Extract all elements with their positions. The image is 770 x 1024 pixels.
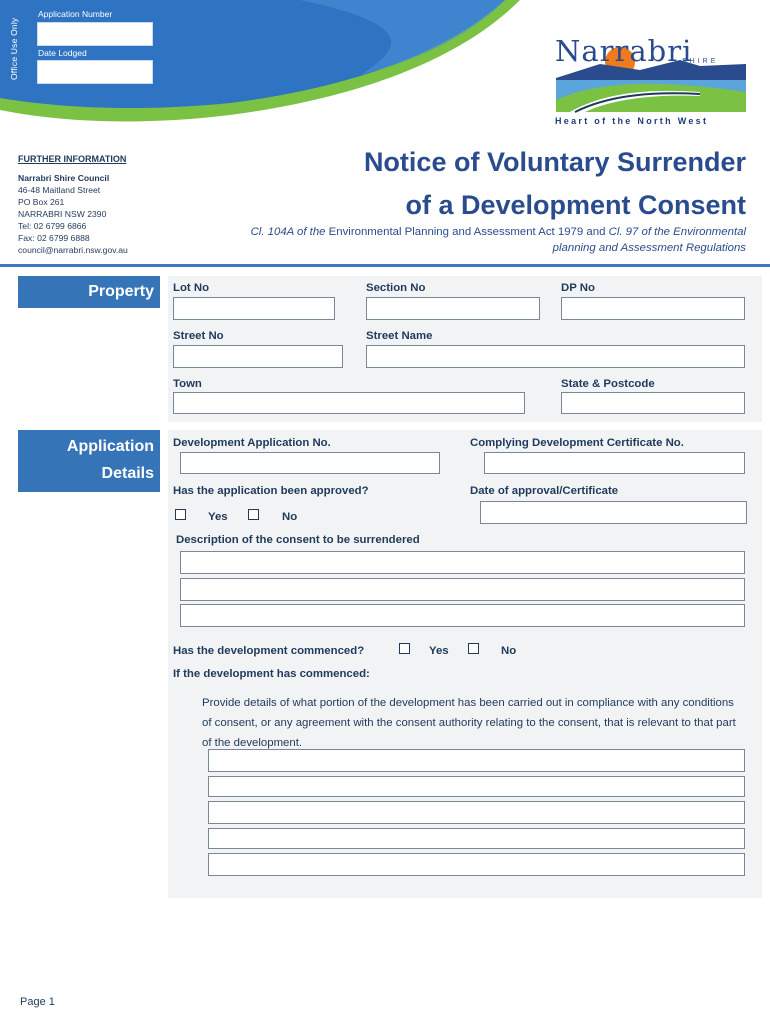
section-no-label: Section No xyxy=(366,282,426,294)
date-approval-field[interactable] xyxy=(480,501,747,524)
section-no-field[interactable] xyxy=(366,297,540,320)
description-label: Description of the consent to be surrendered xyxy=(176,534,420,546)
contact-line: Tel: 02 6799 6866 xyxy=(18,221,87,231)
commenced-yes-label: Yes xyxy=(429,645,449,657)
logo-wordmark: Narrabri xyxy=(555,34,693,68)
cdc-no-field[interactable] xyxy=(484,452,745,474)
approved-yes-checkbox[interactable] xyxy=(175,509,186,520)
details-field-4[interactable] xyxy=(208,828,745,849)
commenced-no-label: No xyxy=(501,645,517,657)
regulation-name: planning and Assessment Regulations xyxy=(552,242,746,254)
dp-no-label: DP No xyxy=(561,282,595,294)
street-name-field[interactable] xyxy=(366,345,745,368)
street-no-label: Street No xyxy=(173,330,224,342)
commenced-yes-checkbox[interactable] xyxy=(399,643,410,654)
approved-question: Has the application been approved? xyxy=(173,485,369,497)
contact-line: PO Box 261 xyxy=(18,197,65,207)
if-commenced-label: If the development has commenced: xyxy=(173,668,370,680)
da-no-field[interactable] xyxy=(180,452,440,474)
town-label: Town xyxy=(173,378,202,390)
and-word: and xyxy=(586,226,606,238)
street-no-field[interactable] xyxy=(173,345,343,368)
act-name: Environmental Planning and Assessment Act 1979 xyxy=(328,226,584,238)
contact-line: NARRABRI NSW 2390 xyxy=(18,209,107,219)
clause-ref-2: Cl. 97 of the Environmental xyxy=(608,226,746,238)
lot-no-label: Lot No xyxy=(173,282,210,294)
date-lodged-label: Date Lodged xyxy=(38,48,87,58)
page-number: Page 1 xyxy=(20,996,55,1008)
details-field-1[interactable] xyxy=(208,749,745,772)
commenced-no-checkbox[interactable] xyxy=(468,643,479,654)
cdc-no-label: Complying Development Certificate No. xyxy=(470,437,684,449)
commenced-question: Has the development commenced? xyxy=(173,645,365,657)
description-field-2[interactable] xyxy=(180,578,745,601)
approved-no-checkbox[interactable] xyxy=(248,509,259,520)
provide-details-text: Provide details of what portion of the development has been carried out in compliance with any conditions of consent, or any agreement with the consent authority relating to the consent, that is relevant to that part of the development. xyxy=(202,697,736,749)
street-name-label: Street Name xyxy=(366,330,433,342)
details-field-3[interactable] xyxy=(208,801,745,824)
application-tab-label-2: Details xyxy=(101,465,154,482)
details-field-2[interactable] xyxy=(208,776,745,797)
application-number-field[interactable] xyxy=(37,22,153,46)
legislation-reference-line2 xyxy=(553,242,746,254)
legislation-reference xyxy=(251,226,746,238)
description-field-3[interactable] xyxy=(180,604,745,627)
contact-line: 46-48 Maitland Street xyxy=(18,185,101,195)
contact-email: council@narrabri.nsw.gov.au xyxy=(18,245,128,255)
application-number-label: Application Number xyxy=(38,9,113,19)
dp-no-field[interactable] xyxy=(561,297,745,320)
description-field-1[interactable] xyxy=(180,551,745,574)
further-info-heading: FURTHER INFORMATION xyxy=(18,154,127,164)
council-name: Narrabri Shire Council xyxy=(18,173,110,183)
office-use-only-label: Office Use Only xyxy=(9,17,19,80)
approved-no-label: No xyxy=(282,511,298,523)
page-title-line2: of a Development Consent xyxy=(405,190,746,220)
lot-no-field[interactable] xyxy=(173,297,335,320)
page-title-line1: Notice of Voluntary Surrender xyxy=(363,147,746,177)
state-postcode-label: State & Postcode xyxy=(561,378,655,390)
town-field[interactable] xyxy=(173,392,525,414)
property-tab-label: Property xyxy=(88,283,154,300)
property-tab xyxy=(18,276,160,308)
date-lodged-field[interactable] xyxy=(37,60,153,84)
clause-ref: Cl. 104A of the xyxy=(250,226,326,238)
application-details-tab xyxy=(18,430,160,492)
da-no-label: Development Application No. xyxy=(173,437,331,449)
application-tab-label-1: Application xyxy=(66,438,154,455)
state-postcode-field[interactable] xyxy=(561,392,745,414)
approved-yes-label: Yes xyxy=(208,511,228,523)
date-approval-label: Date of approval/Certificate xyxy=(470,485,619,497)
logo-tagline: Heart of the North West xyxy=(555,116,709,126)
contact-line: Fax: 02 6799 6888 xyxy=(18,233,90,243)
details-field-5[interactable] xyxy=(208,853,745,876)
header-divider xyxy=(0,264,770,267)
logo-shire: SHIRE xyxy=(682,58,719,65)
